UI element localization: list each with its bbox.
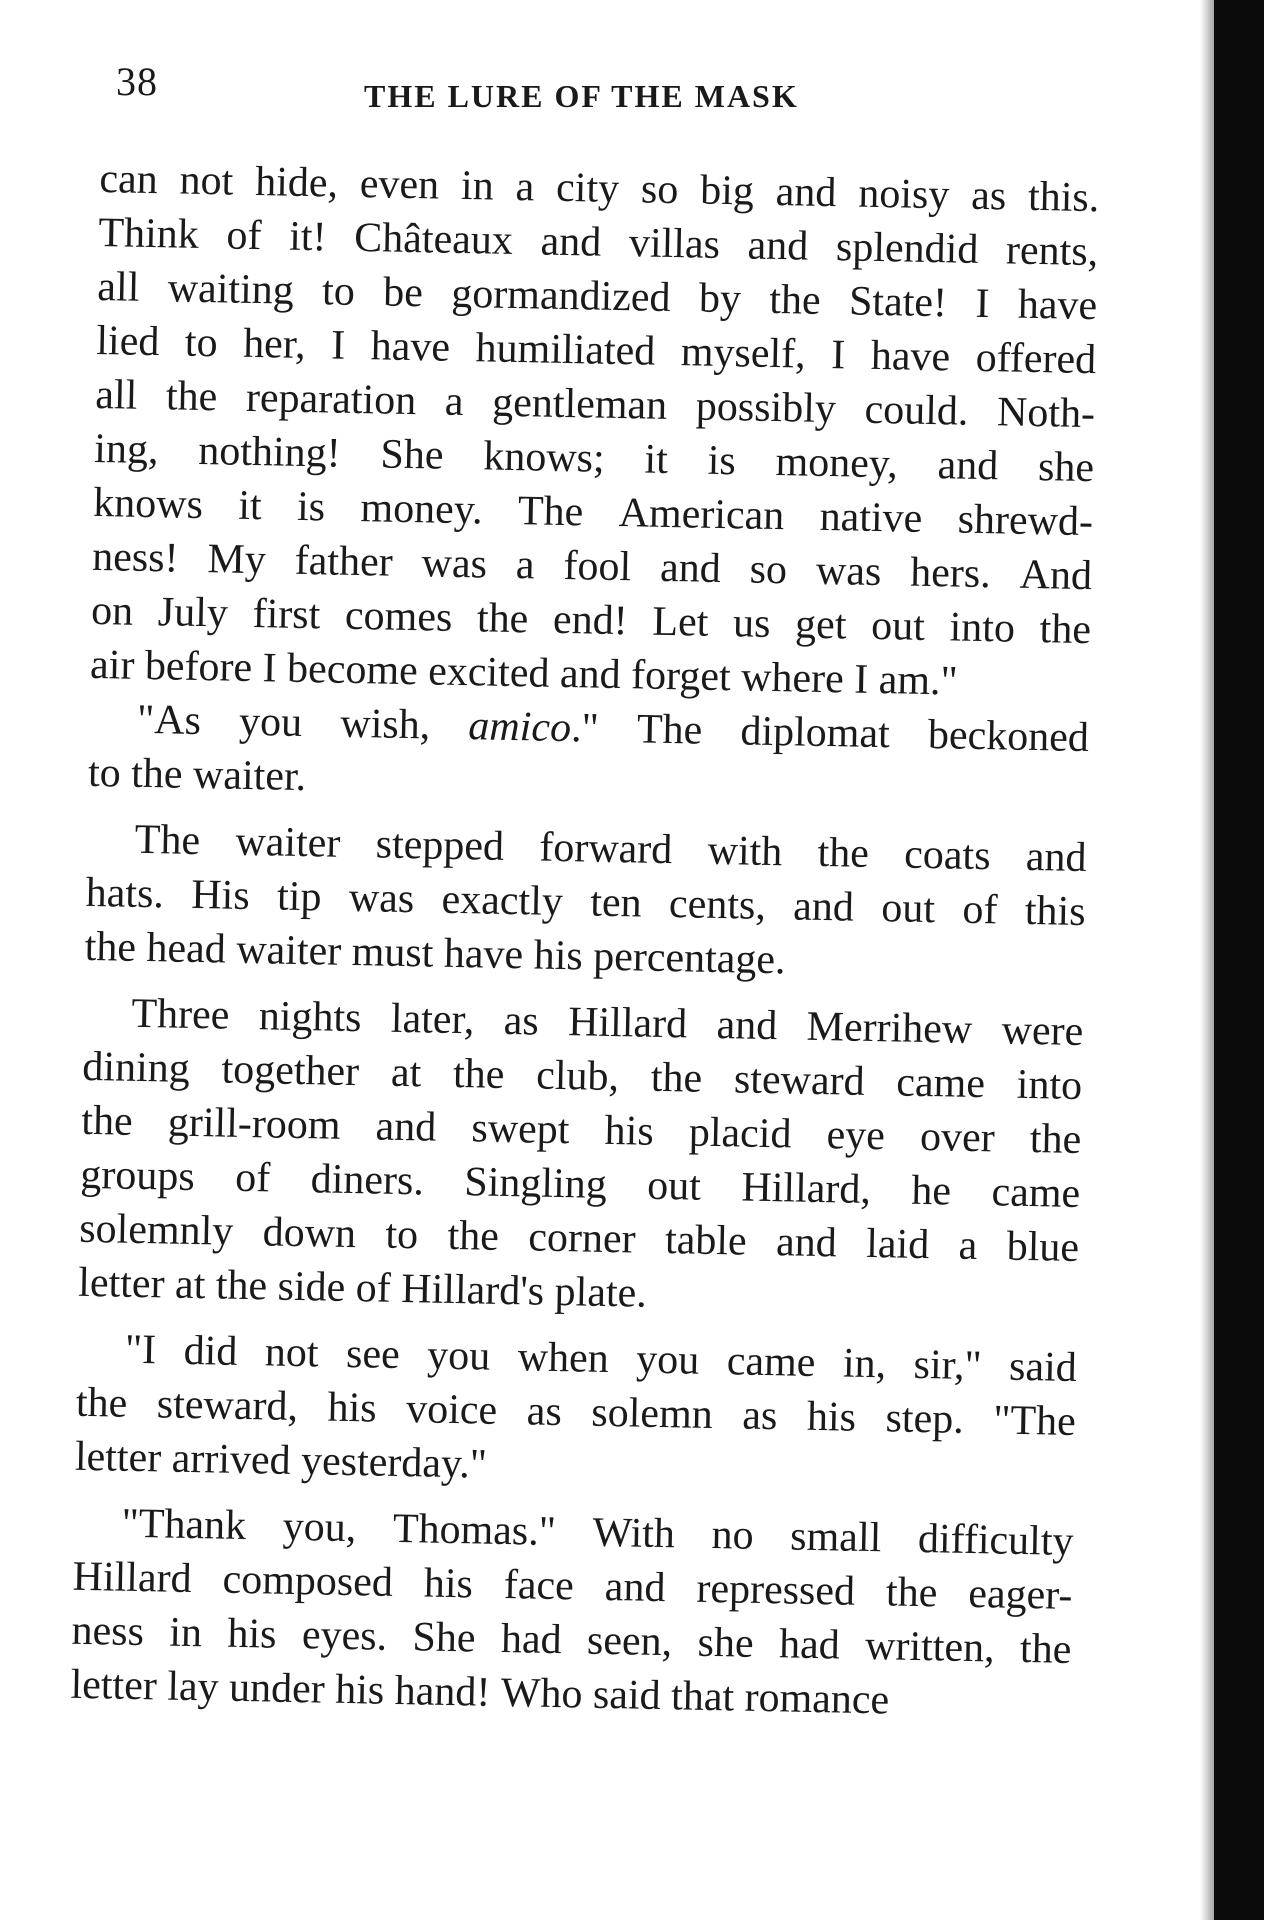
paragraph [84,812,1087,993]
text-line: The waiter stepped forward with the coats and [134,816,1088,882]
text-line: all waiting to be gormandized by the State! I have [96,263,1098,330]
text-line: "I did not see you when you came in, sir," said [124,1326,1078,1391]
text-line: "Thank you, Thomas." With no small difficulty [121,1500,1074,1565]
page-number: 38 [116,59,158,104]
text-line: knows it is money. The American native shrewd- [92,479,1094,546]
text-line: dining together at the club, the steward came into [81,1043,1083,1110]
text-line: letter at the side of Hillard's plate. [77,1259,648,1317]
text-line: lied to her, I have humiliated myself, I have offered [95,317,1097,384]
scan-dark-edge [1214,0,1264,1920]
paragraph [78,986,1084,1329]
text-line: to the waiter. [87,749,307,801]
paragraph [70,1496,1074,1731]
text-line: Three nights later, as Hillard and Merrihew were [131,990,1084,1056]
text-line: the steward, his voice as solemn as his step. "The [75,1379,1077,1445]
text-line: ness in his eyes. She had seen, she had written, the [71,1607,1072,1673]
text-line: the grill-room and swept his placid eye over the [80,1097,1082,1164]
paragraph [88,692,1090,819]
text-line: letter arrived yesterday." [74,1433,488,1488]
running-title: THE LURE OF THE MASK [364,78,799,114]
text-line: air before I become excited and forget where I am." [89,641,959,705]
text-line: ness! My father was a fool and so was hers. And [91,533,1093,600]
text-line: can not hide, even in a city so big and noisy as this. [99,155,1100,222]
text-line: solemnly down to the corner table and laid a blue [78,1205,1080,1271]
text-line: groups of diners. Singling out Hillard, he came [79,1151,1081,1218]
body-text [70,152,1100,1731]
text-line: hats. His tip was exactly ten cents, and out of this [85,869,1086,936]
scan-shadow-fringe [1200,0,1214,1920]
text-line: all the reparation a gentleman possibly could. Noth- [94,371,1096,438]
paragraph [74,1322,1077,1503]
text-line: letter lay under his hand! Who said that romance [70,1661,890,1724]
text-line: ing, nothing! She knows; it is money, and she [93,425,1095,492]
text-line: Hillard composed his face and repressed the eager- [72,1553,1073,1619]
text-line: the head waiter must have his percentage. [84,923,786,984]
text-line: on July first comes the end! Let us get out into the [90,587,1092,654]
text-line: "As you wish, amico." The diplomat beckoned [136,696,1090,762]
text-line: Think of it! Châteaux and villas and splendid rents, [98,209,1099,276]
paragraph [90,152,1100,711]
